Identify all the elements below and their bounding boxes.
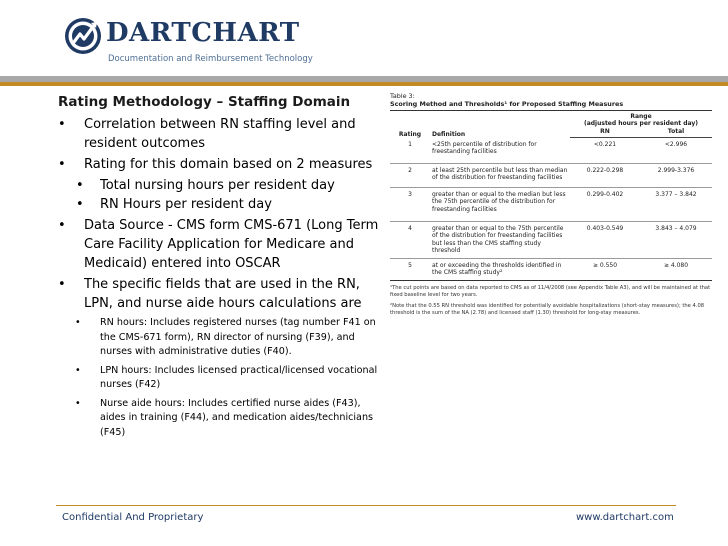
bullet-glyph: • [58, 157, 66, 172]
col-header-range [570, 111, 712, 127]
cell-rn: <0.221 [570, 138, 640, 164]
cell-rating: 2 [390, 164, 430, 188]
range-sublabel: (adjusted hours per resident day) [583, 120, 699, 127]
bullet-item [58, 275, 380, 313]
cell-rating: 1 [390, 138, 430, 164]
bullet-item [58, 115, 380, 153]
cell-rating: 4 [390, 222, 430, 259]
cell-total: 3.843 – 4.079 [640, 222, 712, 259]
col-header-rn: RN [570, 127, 640, 138]
bullet-list [58, 216, 380, 313]
table-footnote: ²Note that the 0.55 RN threshold was identified for potentially avoidable hospitalizations (short-stay measures); the 4.08 threshold is the sum of the NA (2.78) and licensed staff (1.30) threshold for long-stay measures. [390, 303, 705, 316]
detail-bullet-item [66, 316, 380, 360]
range-label: Range [630, 113, 652, 120]
cell-total: 2.999-3.376 [640, 164, 712, 188]
logo-name: DARTCHART [106, 18, 300, 48]
table-row [390, 258, 712, 280]
sub-bullet-item [66, 195, 380, 214]
table-frame [390, 110, 712, 281]
cell-definition: greater than or equal to the median but less the 75th percentile of the distribution for freestanding facilities [430, 188, 570, 222]
col-header-total: Total [640, 127, 712, 138]
cell-total: ≥ 4.080 [663, 261, 689, 269]
footer-website-link[interactable]: www.dartchart.com [576, 512, 674, 523]
bullet-glyph: • [76, 178, 84, 193]
cell-definition: at least 25th percentile but less than median of the distribution for freestanding facilities [430, 164, 570, 188]
cell-total: 3.377 – 3.842 [640, 188, 712, 222]
bullet-text: Data Source - CMS form CMS-671 (Long Term Care Facility Application for Medicare and Medicaid) entered into OSCAR [84, 218, 379, 271]
scoring-table-figure [390, 92, 712, 322]
bullet-glyph: • [76, 197, 84, 212]
table-caption [390, 92, 712, 108]
logo-tagline: Documentation and Reimbursement Technology [108, 54, 313, 64]
dartchart-logo-icon [62, 14, 106, 58]
cell-total: <2.996 [640, 138, 712, 164]
cell-rn: ≥ 0.550 [592, 261, 618, 269]
scoring-table [390, 111, 712, 280]
table-row [390, 164, 712, 188]
sub-bullet-text: RN Hours per resident day [100, 197, 272, 212]
sub-bullet-text: Total nursing hours per resident day [100, 178, 335, 193]
detail-bullet-text: RN hours: Includes registered nurses (tag number F41 on the CMS-671 form), RN director of nursing (F39), and nurses with administrative duties (F40). [100, 317, 376, 357]
bullet-text: Correlation between RN staffing level and resident outcomes [84, 117, 356, 151]
header-rule-gold [0, 82, 728, 86]
cell-rating: 5 [408, 261, 412, 269]
detail-bullet-item [66, 364, 380, 393]
table-row [390, 188, 712, 222]
bullet-glyph: • [58, 218, 66, 233]
cell-rating: 3 [390, 188, 430, 222]
col-header-rating: Rating [398, 130, 422, 138]
cell-rn: 0.299-0.402 [570, 188, 640, 222]
cell-rn: 0.222-0.298 [570, 164, 640, 188]
footer-confidential: Confidential And Proprietary [62, 512, 204, 523]
footer-rule [56, 505, 676, 506]
bullet-glyph: • [58, 277, 66, 292]
table-row [390, 222, 712, 259]
detail-bullet-text: LPN hours: Includes licensed practical/licensed vocational nurses (F42) [100, 364, 378, 390]
cell-definition: at or exceeding the thresholds identified in the CMS staffing study² [432, 261, 562, 277]
bullet-item [58, 216, 380, 273]
detail-bullet-text: Nurse aide hours: Includes certified nurse aides (F43), aides in training (F44), and medication aides/technicians (F45) [100, 397, 374, 438]
col-header-definition: Definition [432, 130, 466, 138]
detail-bullet-item [66, 397, 380, 441]
bullet-glyph: • [75, 364, 81, 376]
cell-rn: 0.403-0.549 [570, 222, 640, 259]
slide-title: Rating Methodology – Staffing Domain [58, 94, 351, 110]
bullet-glyph: • [58, 117, 66, 132]
table-footnotes [390, 281, 712, 316]
table-label: Table 3: [390, 92, 415, 100]
bullet-text: Rating for this domain based on 2 measures [84, 157, 373, 172]
sub-bullet-item [66, 176, 380, 195]
cell-definition: <25th percentile of distribution for freestanding facilities [430, 138, 570, 164]
bullet-glyph: • [75, 317, 81, 328]
table-footnote: ¹The cut points are based on data reported to CMS as of 11/4/2008 (see Appendix Table A3), and will be maintained at that fixed baseline level for two years. [390, 285, 711, 298]
slide-body [58, 92, 380, 444]
sub-bullet-list [58, 176, 380, 214]
dartchart-logo [62, 14, 313, 70]
bullet-glyph: • [75, 397, 81, 409]
bullet-item [58, 155, 380, 174]
detail-bullet-list [58, 316, 380, 440]
table-caption-title: Scoring Method and Thresholds¹ for Proposed Staffing Measures [390, 100, 624, 108]
bullet-list [58, 115, 380, 174]
table-row [390, 138, 712, 164]
cell-definition: greater than or equal to the 75th percentile of the distribution for freestanding facilities but less than the CMS staffing study threshold [430, 222, 570, 259]
bullet-text: The specific fields that are used in the RN, LPN, and nurse aide hours calculations are [84, 277, 362, 311]
